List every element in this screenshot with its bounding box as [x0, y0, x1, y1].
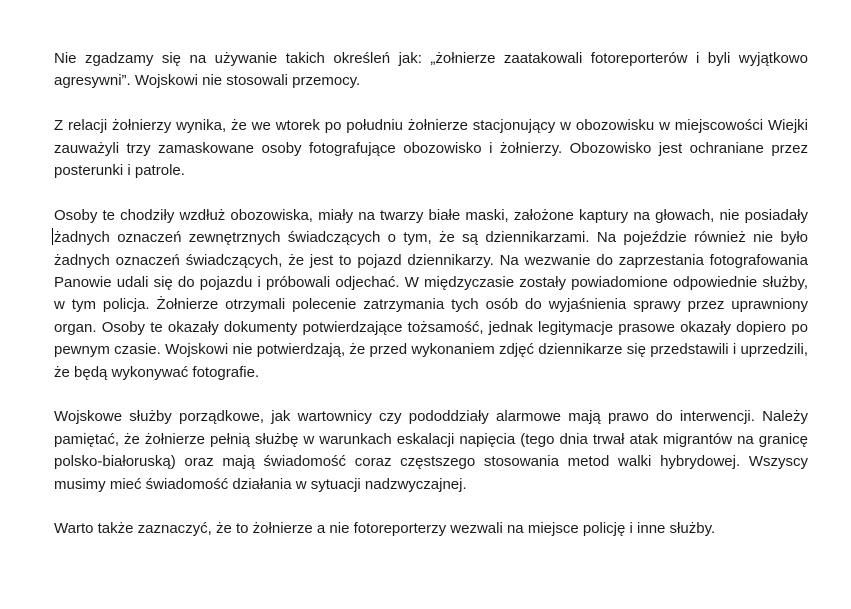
document-body [54, 48, 808, 541]
paragraph-1: Nie zgadzamy się na używanie takich określeń jak: „żołnierze zaatakowali fotoreporterów i byli wyjątkowo agresywni”. Wojskowi nie stosowali przemocy. [54, 50, 808, 90]
text-cursor [52, 228, 53, 245]
paragraph-4: Wojskowe służby porządkowe, jak wartownicy czy pododdziały alarmowe mają prawo do interwencji. Należy pamiętać, że żołnierze pełnią służbę w warunkach eskalacji napięcia (tego dnia trwał atak migrantów na granicę polsko-białoruską) oraz mają świadomość coraz częstszego stosowania metod walki hybrydowej. Wszyscy musimy mieć świadomość działania w sytuacji nadzwyczajnej. [54, 408, 808, 493]
paragraph-3: Osoby te chodziły wzdłuż obozowiska, miały na twarzy białe maski, założone kaptury na głowach, nie posiadały żadnych oznaczeń zewnętrznych świadczących o tym, że są dziennikarzami. Na pojeździe również nie było żadnych oznaczeń świadczących, że jest to pojazd dziennikarzy. Na wezwanie do zaprzestania fotografowania Panowie udali się do pojazdu i próbowali odjechać. W międzyczasie zostały powiadomione odpowiednie służby, w tym policja. Żołnierze otrzymali polecenie zatrzymania tych osób do wyjaśnienia sprawy przez uprawniony organ. Osoby te okazały dokumenty potwierdzające tożsamość, jednak legitymacje prasowe okazały dopiero po pewnym czasie. Wojskowi nie potwierdzają, że przed wykonaniem zdjęć dziennikarze się przedstawili i uprzedzili, że będą wykonywać fotografie. [54, 206, 808, 381]
paragraph-2: Z relacji żołnierzy wynika, że we wtorek po południu żołnierze stacjonujący w obozowisku w miejscowości Wiejki zauważyli trzy zamaskowane osoby fotografujące obozowisko i żołnierzy. Obozowisko jest ochraniane przez posterunki i patrole. [54, 117, 808, 180]
paragraph-5: Warto także zaznaczyć, że to żołnierze a nie fotoreporterzy wezwali na miejsce policję i inne służby. [54, 520, 716, 538]
